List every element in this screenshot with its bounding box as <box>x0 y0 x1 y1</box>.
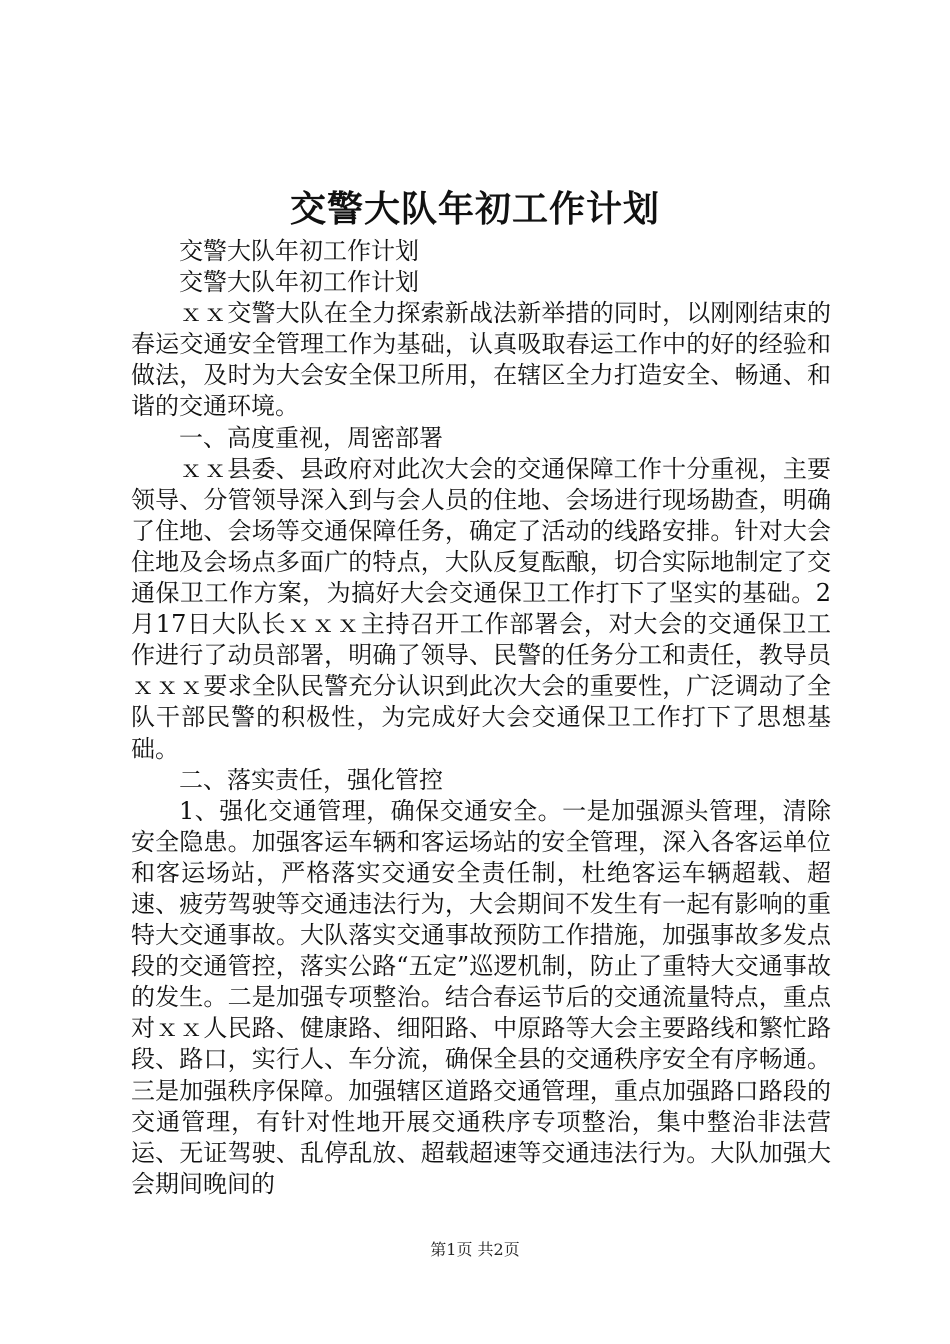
section-heading-1: 一、高度重视，周密部署 <box>179 423 443 452</box>
paragraph-section-1: ｘｘ县委、县政府对此次大会的交通保障工作十分重视，主要领导、分管领导深入到与会人员的住地、会场进行现场勘查，明确了住地、会场等交通保障任务，确定了活动的线路安排。针对大会住地及会场点多面广的特点，大队反复酝酿，切合实际地制定了交通保卫工作方案，为搞好大会交通保卫工作打下了坚实的基础。2月17日大队长ｘｘｘ主持召开工作部署会，对大会的交通保卫工作进行了动员部署，明确了领导、民警的任务分工和责任，教导员ｘｘｘ要求全队民警充分认识到此次大会的重要性，广泛调动了全队干部民警的积极性，为完成好大会交通保卫工作打下了思想基础。 <box>131 454 831 763</box>
paragraph-intro: ｘｘ交警大队在全力探索新战法新举措的同时，以刚刚结束的春运交通安全管理工作为基础，认真吸取春运工作中的好的经验和做法，及时为大会安全保卫所用，在辖区全力打造安全、畅通、和谐的交通环境。 <box>131 299 831 421</box>
paragraph-section-2: 1、强化交通管理，确保交通安全。一是加强源头管理，清除安全隐患。加强客运车辆和客运场站的安全管理，深入各客运单位和客运场站，严格落实交通安全责任制，杜绝客运车辆超载、超速、疲劳驾驶等交通违法行为，大会期间不发生有一起有影响的重特大交通事故。大队落实交通事故预防工作措施，加强事故多发点段的交通管控，落实公路“五定”巡逻机制，防止了重特大交通事故的发生。二是加强专项整治。结合春运节后的交通流量特点，重点对ｘｘ人民路、健康路、细阳路、中原路等大会主要路线和繁忙路段、路口，实行人、车分流，确保全县的交通秩序安全有序畅通。三是加强秩序保障。加强辖区道路交通管理，重点加强路口路段的交通管理，有针对性地开展交通秩序专项整治，集中整治非法营运、无证驾驶、乱停乱放、超载超速等交通违法行为。大队加强大会期间晚间的 <box>131 796 831 1198</box>
section-heading-2: 二、落实责任，强化管控 <box>179 765 443 794</box>
page-number-footer: 第1页 共2页 <box>430 1240 520 1259</box>
paragraph-subtitle-2: 交警大队年初工作计划 <box>179 268 419 297</box>
paragraph-subtitle-1: 交警大队年初工作计划 <box>179 237 419 265</box>
document-title: 交警大队年初工作计划 <box>289 188 660 230</box>
document-body <box>131 236 831 1200</box>
